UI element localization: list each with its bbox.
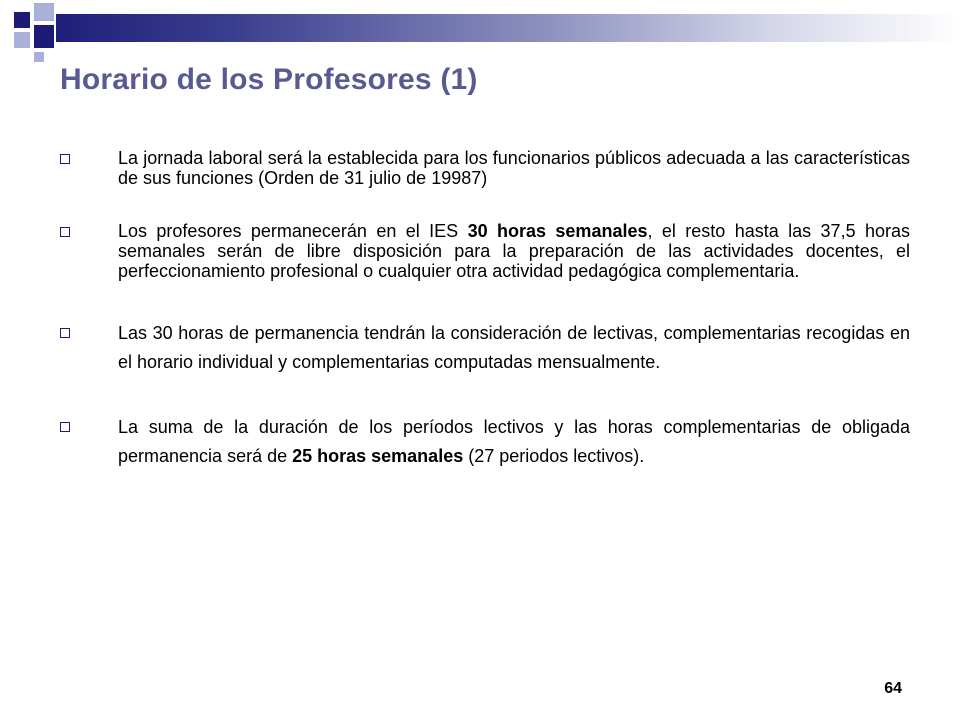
bullet-text-bold: 30 horas semanales — [467, 221, 648, 241]
decor-square — [34, 25, 54, 48]
bullet-item — [60, 319, 910, 377]
bullet-text-bold: 25 horas semanales — [292, 446, 464, 466]
bullet-text: (27 periodos lectivos). — [463, 446, 645, 466]
bullet-item — [60, 221, 910, 281]
decor-square — [34, 52, 44, 62]
square-bullet-icon — [60, 154, 70, 164]
page-number: 64 — [884, 680, 902, 697]
bullet-text: , el resto hasta las 37,5 horas semanales serán de libre disposición para la preparación de las actividades docentes, el perfeccionamiento profesional o cualquier otra actividad pedagógica complementaria. — [118, 221, 911, 281]
decor-square — [14, 12, 30, 28]
square-bullet-icon — [60, 227, 70, 237]
decor-square — [34, 3, 54, 21]
bullet-text: Los profesores permanecerán en el IES — [118, 221, 468, 241]
bullet-item — [60, 413, 910, 471]
bullet-text: Las 30 horas de permanencia tendrán la consideración de lectivas, complementarias recogidas en el horario individual y complementarias computadas mensualmente. — [118, 323, 910, 372]
slide-title: Horario de los Profesores (1) — [60, 63, 478, 96]
bullet-text: La jornada laboral será la establecida para los funcionarios públicos adecuada a las características de sus funciones (Orden de 31 julio de 19987) — [118, 148, 910, 188]
bullet-list — [60, 148, 910, 471]
square-bullet-icon — [60, 328, 70, 338]
bullet-text: La suma de la duración de los períodos lectivos y las horas complementarias de obligada permanencia será de — [118, 417, 910, 466]
bullet-item — [60, 148, 910, 188]
header-gradient-bar — [56, 14, 960, 42]
decor-square — [14, 32, 30, 48]
square-bullet-icon — [60, 422, 70, 432]
